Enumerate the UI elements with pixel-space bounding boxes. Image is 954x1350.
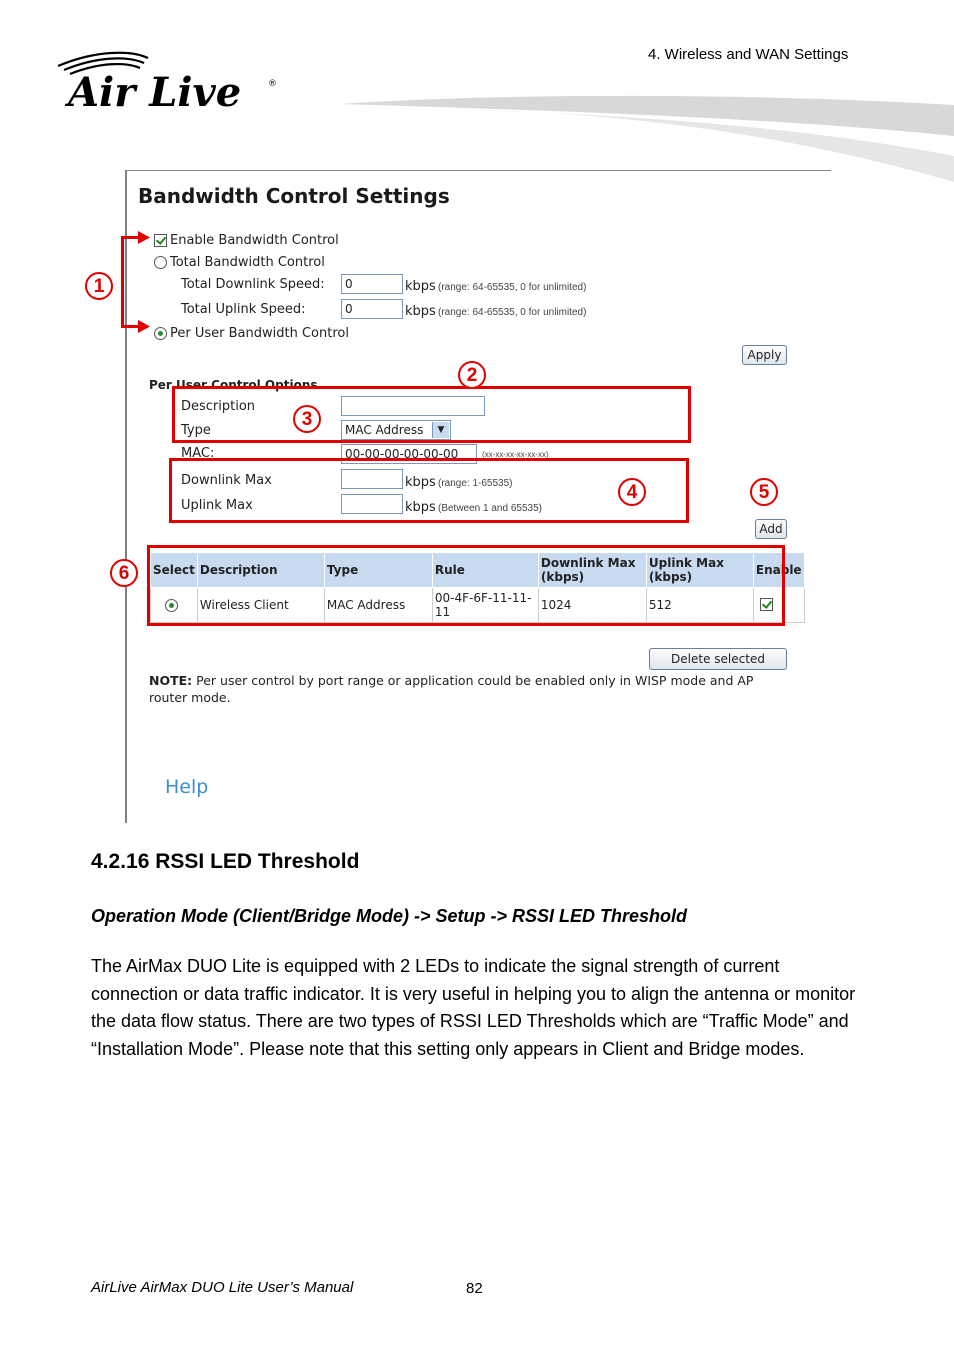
col-downlink-max: Downlink Max (kbps)	[538, 553, 646, 588]
total-bandwidth-radio[interactable]	[154, 256, 167, 269]
callout-number-6: 6	[110, 559, 138, 587]
svg-text:®: ®	[268, 79, 277, 89]
uplink-speed-unit: kbps	[405, 304, 436, 319]
chapter-title: 4. Wireless and WAN Settings	[648, 46, 849, 63]
row-type: MAC Address	[324, 588, 432, 623]
enable-bandwidth-label: Enable Bandwidth Control	[170, 233, 339, 248]
col-select: Select	[151, 553, 198, 588]
mac-label: MAC:	[181, 446, 215, 461]
col-rule: Rule	[432, 553, 538, 588]
page-number: 82	[466, 1280, 483, 1297]
col-uplink-max: Uplink Max (kbps)	[646, 553, 753, 588]
footer-manual-title: AirLive AirMax DUO Lite User’s Manual	[91, 1279, 354, 1296]
arrow-right-icon	[138, 231, 150, 244]
mac-hint: (xx-xx-xx-xx-xx-xx)	[482, 450, 549, 459]
arrow-right-icon	[138, 320, 150, 333]
col-type: Type	[324, 553, 432, 588]
enable-bandwidth-checkbox[interactable]	[154, 234, 167, 247]
callout-number-3: 3	[293, 405, 321, 433]
row-downlink: 1024	[538, 588, 646, 623]
section-heading: 4.2.16 RSSI LED Threshold	[91, 850, 360, 873]
downlink-speed-range: (range: 64-65535, 0 for unlimited)	[438, 282, 587, 293]
callout-box-3	[172, 386, 691, 443]
callout-number-2: 2	[458, 361, 486, 389]
per-user-bandwidth-radio[interactable]	[154, 327, 167, 340]
per-user-bandwidth-label: Per User Bandwidth Control	[170, 326, 349, 341]
downlink-max-label: Downlink Max	[181, 473, 272, 488]
note-label: NOTE:	[149, 673, 193, 688]
downlink-max-unit: kbps	[405, 475, 436, 490]
uplink-speed-input[interactable]	[341, 299, 403, 319]
delete-selected-button[interactable]: Delete selected	[649, 648, 787, 670]
total-bandwidth-label: Total Bandwidth Control	[170, 255, 325, 270]
header-swoosh-graphic	[340, 70, 954, 185]
callout-number-5: 5	[750, 478, 778, 506]
uplink-max-label: Uplink Max	[181, 498, 253, 513]
airlive-logo	[56, 48, 286, 118]
downlink-speed-unit: kbps	[405, 279, 436, 294]
callout-number-1: 1	[85, 272, 113, 300]
uplink-speed-label: Total Uplink Speed:	[181, 302, 306, 317]
note	[149, 672, 759, 706]
screenshot-title: Bandwidth Control Settings	[138, 184, 450, 208]
menu-path: Operation Mode (Client/Bridge Mode) -> Setup -> RSSI LED Threshold	[91, 906, 688, 926]
downlink-speed-label: Total Downlink Speed:	[181, 277, 325, 292]
callout-1-bracket	[121, 236, 124, 328]
callout-number-4: 4	[618, 478, 646, 506]
type-select-value: MAC Address	[345, 423, 424, 437]
downlink-speed-input[interactable]	[341, 274, 403, 294]
body-paragraph: The AirMax DUO Lite is equipped with 2 LEDs to indicate the signal strength of current connection or data traffic indicator. It is very useful in helping you to align the antenna or monitor the data flow status. There are two types of RSSI LED Thresholds which are “Traffic Mode” and “Installation Mode”. Please note that this setting only appears in Client and Bridge modes.	[91, 956, 856, 1059]
col-description: Description	[197, 553, 324, 588]
apply-button[interactable]: Apply	[742, 345, 787, 365]
chevron-down-icon: ▼	[432, 422, 449, 438]
options-title: Per User Control Options	[149, 378, 318, 392]
row-rule: 00-4F-6F-11-11-11	[432, 588, 538, 623]
uplink-max-range: (Between 1 and 65535)	[438, 503, 542, 514]
row-uplink: 512	[646, 588, 753, 623]
callout-box-6	[147, 545, 785, 626]
callout-box-4	[169, 458, 689, 523]
uplink-speed-range: (range: 64-65535, 0 for unlimited)	[438, 307, 587, 318]
help-link[interactable]: Help	[165, 776, 209, 798]
add-button[interactable]: Add	[755, 519, 787, 539]
row-description: Wireless Client	[197, 588, 324, 623]
note-text: Per user control by port range or application could be enabled only in WISP mode and AP router mode.	[149, 673, 754, 705]
svg-text:Air Live: Air Live	[68, 69, 242, 116]
downlink-max-range: (range: 1-65535)	[438, 478, 513, 489]
uplink-max-unit: kbps	[405, 500, 436, 515]
col-enable: Enable	[753, 553, 804, 588]
description-label: Description	[181, 399, 256, 414]
type-label: Type	[181, 423, 211, 438]
